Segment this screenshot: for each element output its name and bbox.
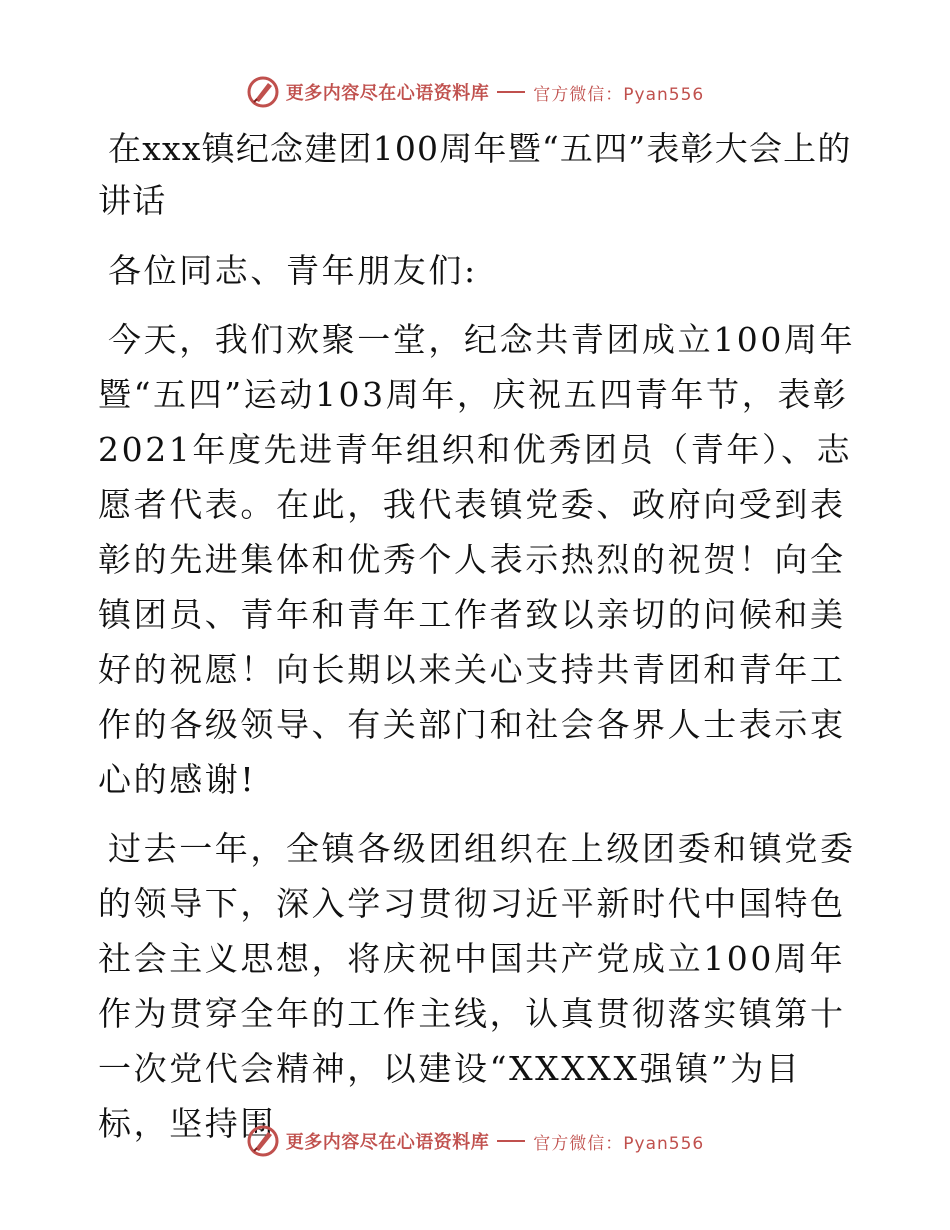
salutation: 各位同志、青年朋友们: bbox=[108, 251, 478, 290]
header-watermark bbox=[0, 72, 950, 112]
watermark-main-text: 更多内容尽在心语资料库 bbox=[285, 83, 490, 104]
quill-circle-logo-icon bbox=[246, 75, 280, 109]
watermark-wechat-text: 官方微信：Pyan556 bbox=[533, 1133, 705, 1154]
quill-circle-logo-icon bbox=[246, 1124, 280, 1158]
footer-watermark bbox=[0, 1121, 950, 1161]
watermark-dash bbox=[497, 91, 525, 93]
document-title: 在xxx镇纪念建团100周年暨“五四”表彰大会上的讲话 bbox=[98, 129, 852, 220]
paragraph-1: 今天，我们欢聚一堂，纪念共青团成立100周年暨“五四”运动103周年，庆祝五四青年节，表彰2021年度先进青年组织和优秀团员（青年）、志愿者代表。在此，我代表镇党委、政府向受到表彰的先进集体和优秀个人表示热烈的祝贺！向全镇团员、青年和青年工作者致以亲切的问候和美好的祝愿！向长期以来关心支持共青团和青年工作的各级领导、有关部门和社会各界人士表示衷心的感谢! bbox=[98, 320, 856, 799]
watermark-wechat-text: 官方微信：Pyan556 bbox=[533, 84, 705, 105]
watermark-main-text: 更多内容尽在心语资料库 bbox=[285, 1132, 490, 1153]
paragraph-2: 过去一年，全镇各级团组织在上级团委和镇党委的领导下，深入学习贯彻习近平新时代中国特色社会主义思想，将庆祝中国共产党成立100周年作为贯穿全年的工作主线，认真贯彻落实镇第十一次党代会精神，以建设“XXXXX强镇”为目标，坚持围 bbox=[98, 829, 856, 1143]
watermark-dash bbox=[497, 1140, 525, 1142]
document-body bbox=[98, 123, 858, 1165]
